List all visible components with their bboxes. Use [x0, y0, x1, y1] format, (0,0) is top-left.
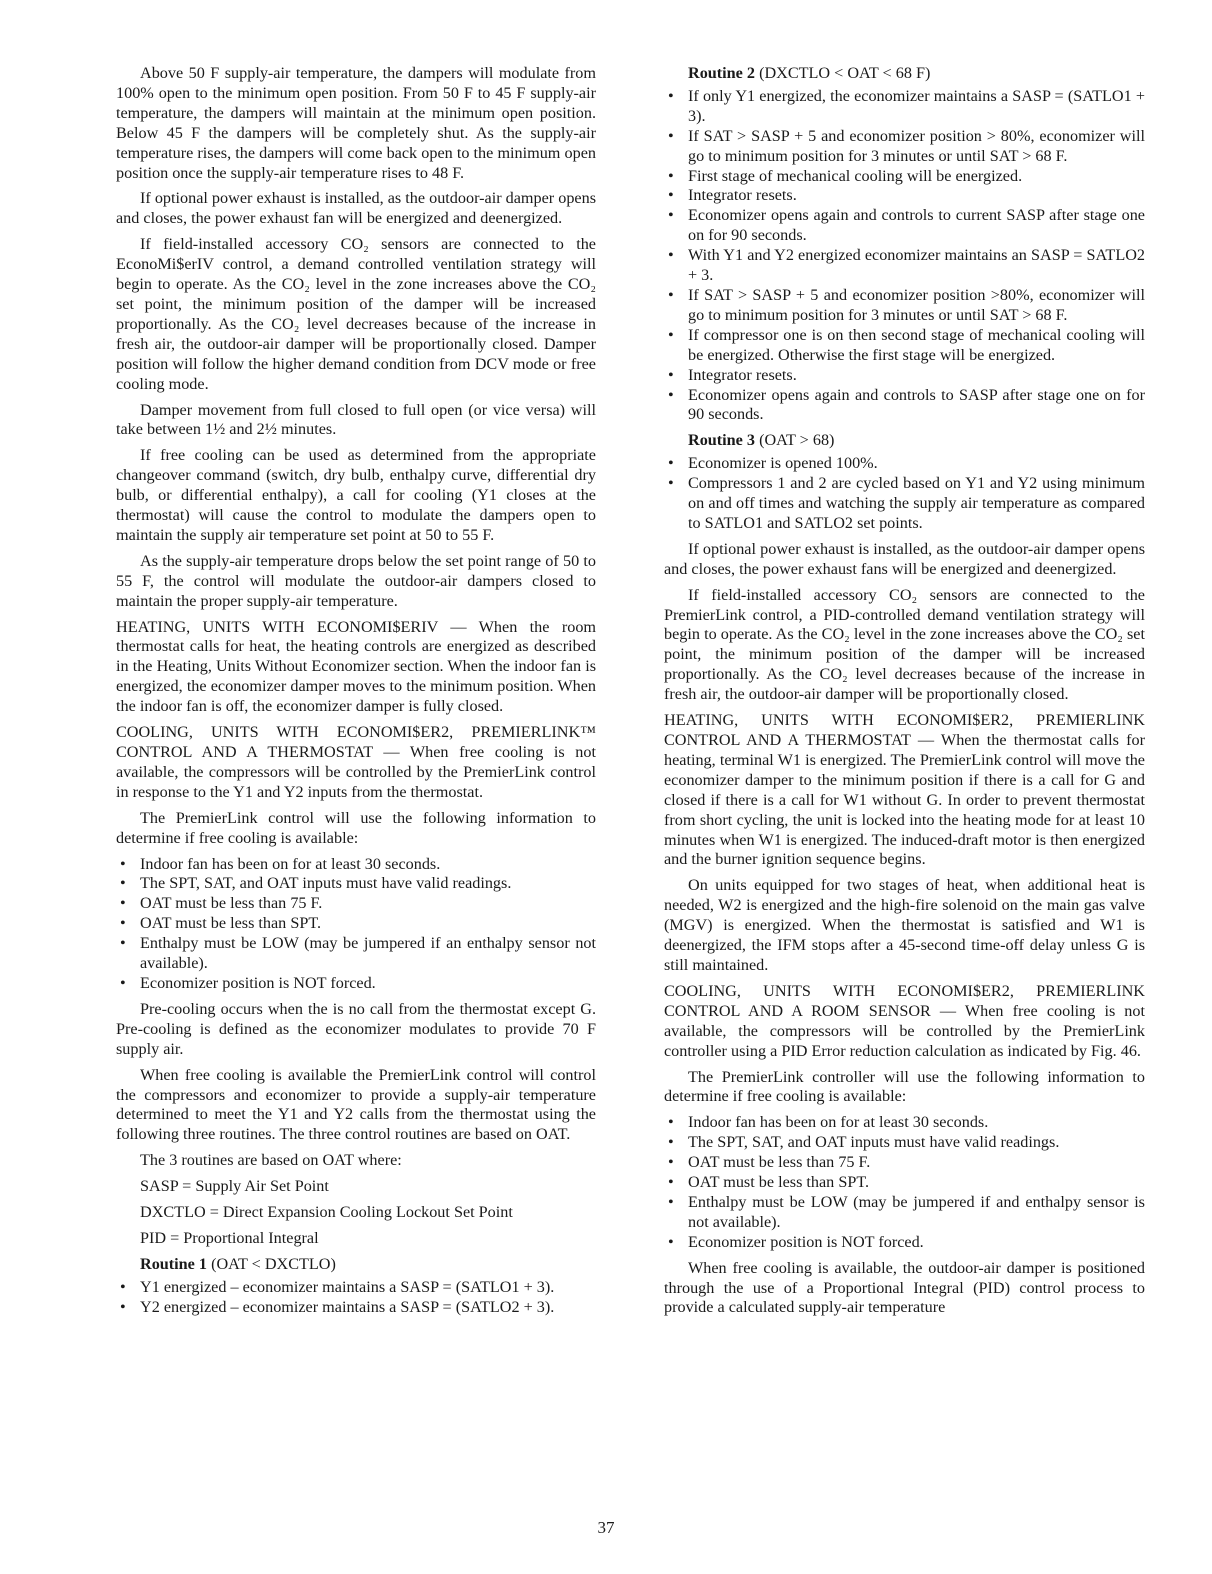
definition: DXCTLO = Direct Expansion Cooling Lockout Set Point: [140, 1203, 513, 1222]
paragraph: The PremierLink controller will use the following information to determine if free cooling is available:: [664, 1067, 1145, 1106]
bullet-list: [116, 1278, 596, 1318]
routine-condition: (DXCTLO < OAT < 68 F): [755, 64, 931, 82]
list-item: • The SPT, SAT, and OAT inputs must have valid readings.: [664, 1133, 1145, 1153]
section-heading-paragraph: HEATING, UNITS WITH ECONOMI$ER2, PREMIERLINK CONTROL AND A THERMOSTAT — When the thermostat calls for heating, terminal W1 is energized. The PremierLink control will move the economizer damper to the minimum position if there is a call for G and closed if there is a call for W1 without G. In order to prevent thermostat from short cycling, the unit is locked into the heating mode for at least 10 minutes when W1 is energized. The induced-draft motor is then energized and the burner ignition sequence begins.: [664, 711, 1145, 869]
routine-condition: (OAT < DXCTLO): [207, 1254, 336, 1273]
paragraph: If optional power exhaust is installed, as the outdoor-air damper opens and closes, the power exhaust fan will be energized and deenergized.: [116, 189, 596, 228]
list-item: • Y1 energized – economizer maintains a SASP = (SATLO1 + 3).: [116, 1278, 596, 1298]
list-item: • If compressor one is on then second stage of mechanical cooling will be energized. Otherwise the first stage will be energized.: [664, 326, 1145, 366]
routine-label: Routine 3: [688, 431, 756, 450]
list-item: • First stage of mechanical cooling will be energized.: [664, 167, 1145, 187]
definition: SASP = Supply Air Set Point: [140, 1177, 329, 1196]
bullet-list: [664, 87, 1145, 425]
routine-label: Routine 2: [688, 64, 756, 82]
bullet-list: [664, 1113, 1145, 1252]
list-item: • The SPT, SAT, and OAT inputs must have valid readings.: [116, 874, 596, 894]
bullet-list: [664, 454, 1145, 534]
paragraph: Above 50 F supply-air temperature, the dampers will modulate from 100% open to the minimum open position. From 50 F to 45 F supply-air temperature, the dampers will maintain at the minimum open position. Below 45 F the dampers will be completely shut. As the supply-air temperature rises, the dampers will come back open to the minimum open position once the supply-air temperature rises to 48 F.: [116, 64, 596, 182]
definition: PID = Proportional Integral: [140, 1228, 319, 1247]
list-item: • Integrator resets.: [664, 366, 1145, 386]
list-item: • OAT must be less than 75 F.: [116, 894, 596, 914]
paragraph: If optional power exhaust is installed, as the outdoor-air damper opens and closes, the power exhaust fans will be energized and deenergized.: [664, 539, 1145, 578]
list-item: • Indoor fan has been on for at least 30 seconds.: [664, 1113, 1145, 1133]
right-column: [664, 64, 1145, 1324]
left-column: [116, 64, 596, 1324]
list-item: • If SAT > SASP + 5 and economizer position >80%, economizer will go to minimum position for 3 minutes or until SAT > 68 F.: [664, 286, 1145, 326]
routine-heading: [664, 431, 1145, 451]
routine-heading: [116, 1255, 596, 1275]
routine-heading: [664, 64, 1145, 84]
paragraph: As the supply-air temperature drops below the set point range of 50 to 55 F, the control will modulate the outdoor-air dampers closed to maintain the proper supply-air temperature.: [116, 551, 596, 610]
paragraph: If free cooling can be used as determined from the appropriate changeover command (switch, dry bulb, enthalpy curve, differential dry bulb, or differential enthalpy), a call for cooling (Y1 closes at the thermostat) will cause the control to modulate the dampers open to maintain the supply air temperature set point at 50 to 55 F.: [116, 446, 596, 544]
routine-label: Routine 1: [140, 1254, 208, 1273]
routine-condition: (OAT > 68): [755, 431, 835, 450]
section-heading-paragraph: COOLING, UNITS WITH ECONOMI$ER2, PREMIERLINK™ CONTROL AND A THERMOSTAT — When free cooling is not available, the compressors will be controlled by the PremierLink control in response to the Y1 and Y2 inputs from the thermostat.: [116, 723, 596, 801]
list-item: • OAT must be less than SPT.: [664, 1173, 1145, 1193]
list-item: • Indoor fan has been on for at least 30 seconds.: [116, 855, 596, 875]
paragraph: When free cooling is available the PremierLink control will control the compressors and economizer to provide a supply-air temperature determined to meet the Y1 and Y2 calls from the thermostat using the following three routines. The three control routines are based on OAT.: [116, 1065, 596, 1144]
paragraph: The 3 routines are based on OAT where:: [140, 1151, 402, 1170]
list-item: • Economizer opens again and controls to current SASP after stage one on for 90 seconds.: [664, 206, 1145, 246]
list-item: • With Y1 and Y2 energized economizer maintains an SASP = SATLO2 + 3.: [664, 246, 1145, 286]
paragraph: If field-installed accessory CO₂ sensors are connected to the EconoMi$erIV control, a demand controlled ventilation strategy will begin to operate. As the CO₂ level in the zone increases above the CO₂ set point, the minimum position of the damper will be increased proportionally. As the CO₂ level decreases because of the increase in fresh air, the outdoor-air damper will be proportionally closed. Damper position will follow the higher demand condition from DCV mode or free cooling mode.: [116, 235, 596, 393]
list-item: • Compressors 1 and 2 are cycled based on Y1 and Y2 using minimum on and off times and watching the supply air temperature as compared to SATLO1 and SATLO2 set points.: [664, 474, 1145, 534]
list-item: • Integrator resets.: [664, 186, 1145, 206]
list-item: • Economizer opens again and controls to SASP after stage one on for 90 seconds.: [664, 386, 1145, 426]
bullet-list: [116, 855, 596, 994]
list-item: • OAT must be less than SPT.: [116, 914, 596, 934]
paragraph: If field-installed accessory CO₂ sensors are connected to the PremierLink control, a PID-controlled demand ventilation strategy will begin to operate. As the CO₂ level in the zone increases above the CO₂ set point, the minimum position of the damper will be increased proportionally. As the CO₂ level decreases because of the increase in fresh air, the outdoor-air damper will be proportionally closed.: [664, 585, 1145, 704]
paragraph: On units equipped for two stages of heat, when additional heat is needed, W2 is energized and the high-fire solenoid on the main gas valve (MGV) is energized. When the thermostat is satisfied and W1 is deenergized, the IFM stops after a 45-second time-off delay unless G is still maintained.: [664, 876, 1145, 974]
paragraph: The PremierLink control will use the following information to determine if free cooling is available:: [116, 808, 596, 847]
section-heading-paragraph: COOLING, UNITS WITH ECONOMI$ER2, PREMIERLINK CONTROL AND A ROOM SENSOR — When free cooling is not available, the compressors will be controlled by the PremierLink controller using a PID Error reduction calculation as indicated by Fig. 46.: [664, 981, 1145, 1060]
page-number: 37: [597, 1518, 615, 1537]
list-item: • Economizer position is NOT forced.: [116, 974, 596, 994]
list-item: • If only Y1 energized, the economizer maintains a SASP = (SATLO1 + 3).: [664, 87, 1145, 127]
list-item: • Enthalpy must be LOW (may be jumpered if and enthalpy sensor is not available).: [664, 1193, 1145, 1233]
list-item: • Enthalpy must be LOW (may be jumpered if an enthalpy sensor not available).: [116, 934, 596, 974]
list-item: • If SAT > SASP + 5 and economizer position > 80%, economizer will go to minimum position for 3 minutes or until SAT > 68 F.: [664, 127, 1145, 167]
paragraph: Pre-cooling occurs when the is no call from the thermostat except G. Pre-cooling is defined as the economizer modulates to provide 70 F supply air.: [116, 999, 596, 1058]
section-heading-paragraph: HEATING, UNITS WITH ECONOMI$ERIV — When the room thermostat calls for heat, the heating controls are energized as described in the Heating, Units Without Economizer section. When the indoor fan is energized, the economizer damper moves to the minimum position. When the indoor fan is off, the economizer damper is fully closed.: [116, 617, 596, 716]
list-item: • OAT must be less than 75 F.: [664, 1153, 1145, 1173]
list-item: • Y2 energized – economizer maintains a SASP = (SATLO2 + 3).: [116, 1298, 596, 1318]
paragraph: When free cooling is available, the outdoor-air damper is positioned through the use of a Proportional Integral (PID) control process to provide a calculated supply-air temperature: [664, 1258, 1145, 1317]
paragraph: Damper movement from full closed to full open (or vice versa) will take between 1½ and 2½ minutes.: [116, 400, 596, 439]
list-item: • Economizer is opened 100%.: [664, 454, 1145, 474]
list-item: • Economizer position is NOT forced.: [664, 1233, 1145, 1253]
